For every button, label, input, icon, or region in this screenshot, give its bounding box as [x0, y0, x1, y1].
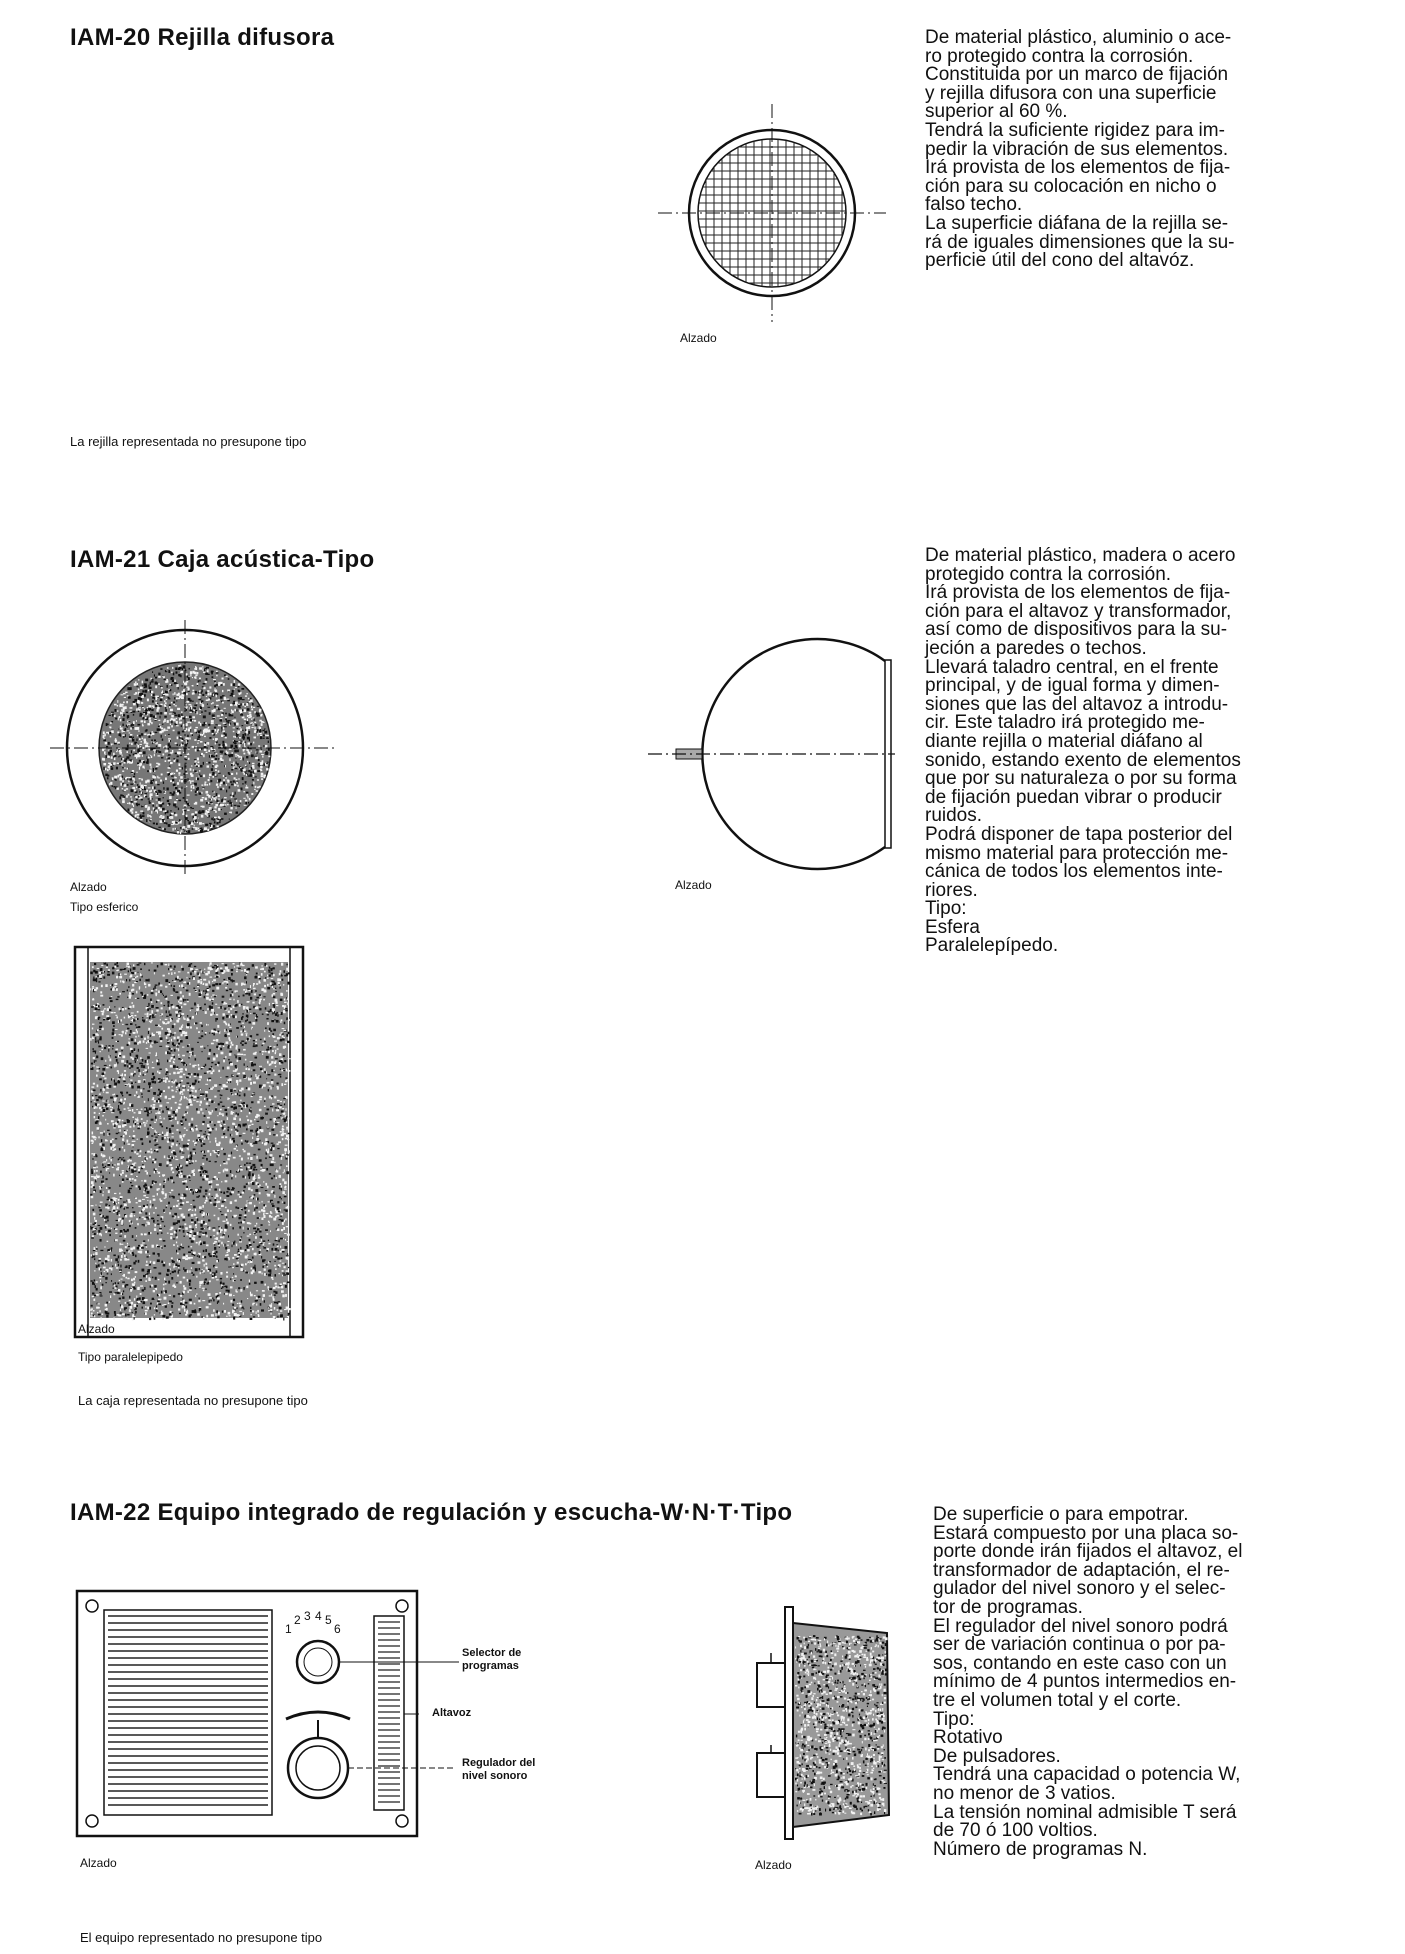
label-altavoz: Altavoz — [432, 1707, 472, 1719]
iam21-caption-side: Alzado — [675, 878, 712, 892]
iam21-caption-box: Alzado — [78, 1322, 115, 1336]
iam22-caption-front: Alzado — [80, 1856, 117, 1870]
iam22-note: El equipo representado no presupone tipo — [80, 1930, 323, 1945]
selector-dial-mark: 3 — [304, 1609, 311, 1623]
iam20-caption: Alzado — [680, 331, 717, 345]
spherical-box-front-drawing — [50, 620, 350, 880]
selector-dial-mark: 6 — [334, 1622, 341, 1636]
iam21-caption-front-type: Tipo esferico — [70, 900, 139, 914]
iam21-caption-box-type: Tipo paralelepipedo — [78, 1350, 183, 1364]
selector-dial-mark: 4 — [315, 1609, 322, 1623]
integrated-unit-side-drawing — [745, 1605, 895, 1845]
selector-dial-mark: 2 — [294, 1613, 301, 1627]
selector-dial-mark: 5 — [325, 1613, 332, 1627]
iam20-title: IAM-20 Rejilla difusora — [70, 24, 335, 51]
iam21-note: La caja representada no presupone tipo — [78, 1393, 308, 1408]
label-regulador: Regulador del nivel sonoro — [462, 1757, 536, 1782]
selector-dial-mark: 1 — [285, 1622, 292, 1636]
diffuser-grille-drawing — [652, 96, 892, 336]
label-selector: Selector de programas — [462, 1647, 522, 1672]
iam22-caption-side: Alzado — [755, 1858, 792, 1872]
iam21-title: IAM-21 Caja acústica-Tipo — [70, 546, 375, 573]
iam20-description: De material plástico, aluminio o ace- ro protegido contra la corrosión. Constituida por un marco de fijación y rejilla difusora con una superficie superior al 60 %. Tendrá la suficiente rigidez para im- pedir la vibración de sus elementos. Irá provista de los elementos de fija- ción para su colocación en nicho o falso techo. La superficie diáfana de la rejilla se- rá de iguales dimensiones que la su- perficie útil del cono del altavóz. — [925, 27, 1235, 272]
iam20-note: La rejilla representada no presupone tipo — [70, 434, 307, 449]
iam21-description: De material plástico, madera o acero protegido contra la corrosión. Irá provista de los elementos de fija- ción para el altavoz y transformador, así como de dispositivos para la su- jeción a paredes o techos. Llevará taladro central, en el frente principal, y de igual forma y dimen- siones que las del altavoz a introdu- cir. Este taladro irá protegido me- diante rejilla o material diáfano al sonido, estando exento de elementos que por su naturaleza o por su forma de fijación puedan vibrar o producir ruidos. Podrá disponer de tapa posterior del mismo material para protección me- cánica de todos los elementos inte- riores. Tipo: Esfera Paralelepípedo. — [925, 545, 1241, 957]
iam22-title: IAM-22 Equipo integrado de regulación y escucha-W·N·T·Tipo — [70, 1499, 793, 1526]
integrated-unit-front-drawing — [76, 1590, 436, 1850]
parallelepiped-box-drawing — [74, 946, 314, 1341]
iam22-description: De superficie o para empotrar. Estará compuesto por una placa so- porte donde irán fijados el altavoz, el transformador de adaptación, el re- gulador del nivel sonoro y el selec- tor de programas. El regulador del nivel sonoro podrá ser de variación continua o por pa- sos, contando en este caso con un mínimo de 4 puntos intermedios en- tre el volumen total y el corte. Tipo: Rotativo De pulsadores. Tendrá una capacidad o potencia W, no menor de 3 vatios. La tensión nominal admisible T será de 70 ó 100 voltios. Número de programas N. — [933, 1504, 1243, 1860]
spherical-box-side-drawing — [640, 640, 900, 880]
iam21-caption-front: Alzado — [70, 880, 107, 894]
